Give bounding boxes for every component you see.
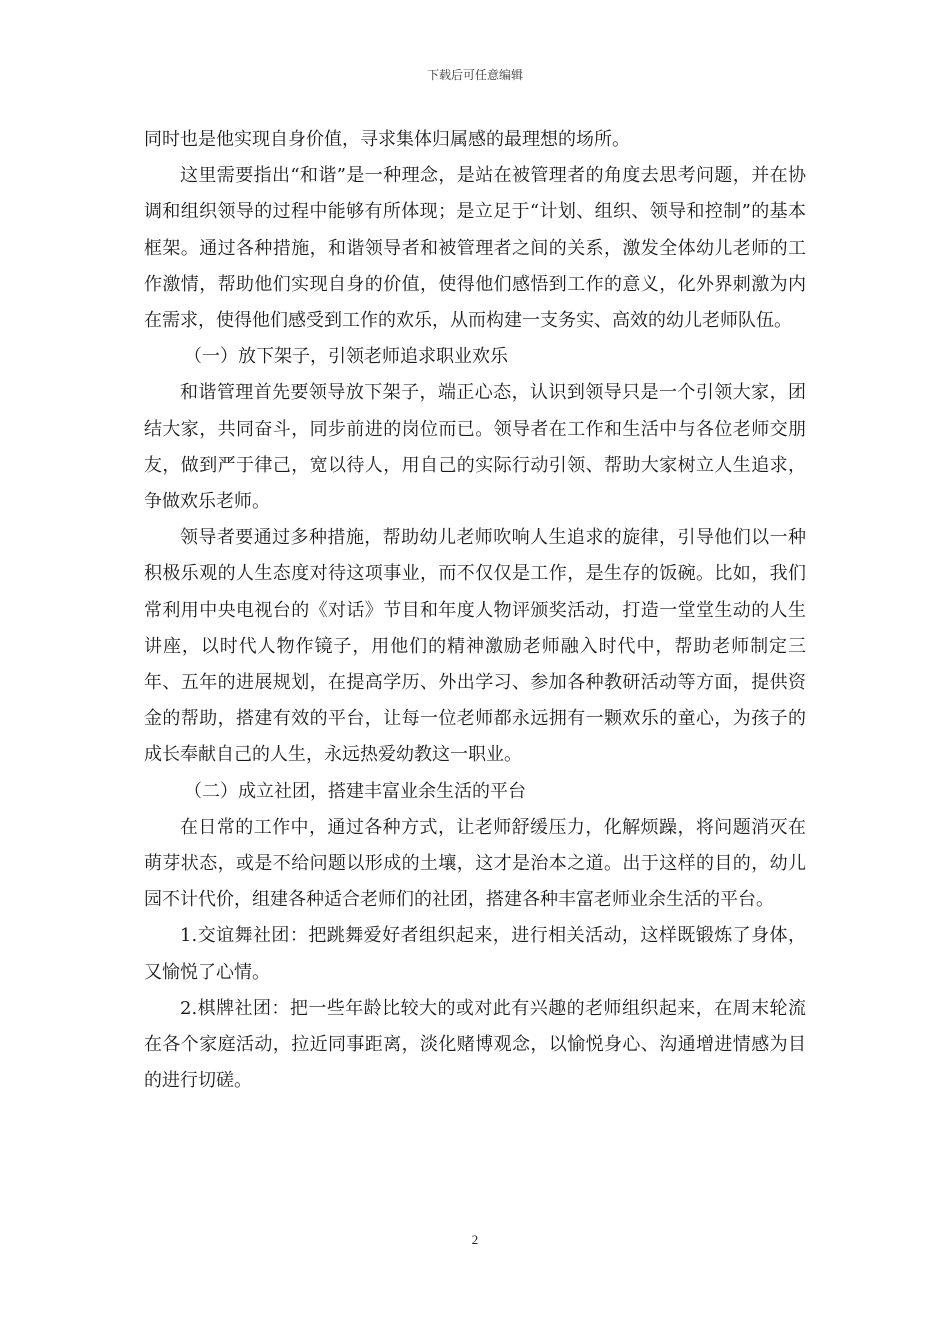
paragraph-daily-work: 在日常的工作中，通过各种方式，让老师舒缓压力，化解烦躁，将问题消灭在萌芽状态，或是不给问题以形成的土壤，这才是治本之道。出于这样的目的，幼儿园不计代价，组建各种适合老师们的社团，搭建各种丰富老师业余生活的平台。 (144, 816, 806, 911)
page-number: 2 (471, 1232, 479, 1247)
list-item-dance-club: 1.交谊舞社团：把跳舞爱好者组织起来，进行相关活动，这样既锻炼了身体，又愉悦了心情。 (144, 925, 806, 983)
page-header: 下载后可任意编辑 (426, 68, 523, 82)
section-heading-2: （二）成立社团，搭建丰富业余生活的平台 (184, 780, 526, 802)
paragraph-harmony-concept: 这里需要指出“和谐”是一种理念，是站在被管理者的角度去思考问题，并在协调和组织领导的过程中能够有所体现；是立足于“计划、组织、领导和控制”的基本框架。通过各种措施，和谐领导者和被管理者之间的关系，激发全体幼儿老师的工作激情，帮助他们实现自身的价值，使得他们感悟到工作的意义，化外界刺激为内在需求，使得他们感受到工作的欢乐，从而构建一支务实、高效的幼儿老师队伍。 (144, 165, 806, 332)
paragraph-leadership: 和谐管理首先要领导放下架子，端正心态，认识到领导只是一个引领大家，团结大家，共同奋斗，同步前进的岗位而已。领导者在工作和生活中与各位老师交朋友，做到严于律己，宽以待人，用自己的实际行动引领、帮助大家树立人生追求，争做欢乐老师。 (144, 382, 806, 513)
list-item-chess-club: 2.棋牌社团：把一些年龄比较大的或对此有兴趣的老师组织起来，在周末轮流在各个家庭活动，拉近同事距离，淡化赌博观念，以愉悦身心、沟通增进情感为目的进行切磋。 (144, 997, 806, 1092)
body-text (144, 122, 806, 1099)
paragraph-continuation: 同时也是他实现自身价值，寻求集体归属感的最理想的场所。 (144, 129, 630, 150)
section-heading-1: （一）放下架子，引领老师追求职业欢乐 (184, 346, 508, 368)
paragraph-measures: 领导者要通过多种措施，帮助幼儿老师吹响人生追求的旋律，引导他们以一种积极乐观的人生态度对待这项事业，而不仅仅是工作，是生存的饭碗。比如，我们常利用中央电视台的《对话》节目和年度人物评颁奖活动，打造一堂堂生动的人生讲座，以时代人物作镜子，用他们的精神激励老师融入时代中，帮助老师制定三年、五年的进展规划，在提高学历、外出学习、参加各种教研活动等方面，提供资金的帮助，搭建有效的平台，让每一位老师都永远拥有一颗欢乐的童心，为孩子的成长奉献自己的人生，永远热爱幼教这一职业。 (144, 527, 806, 766)
